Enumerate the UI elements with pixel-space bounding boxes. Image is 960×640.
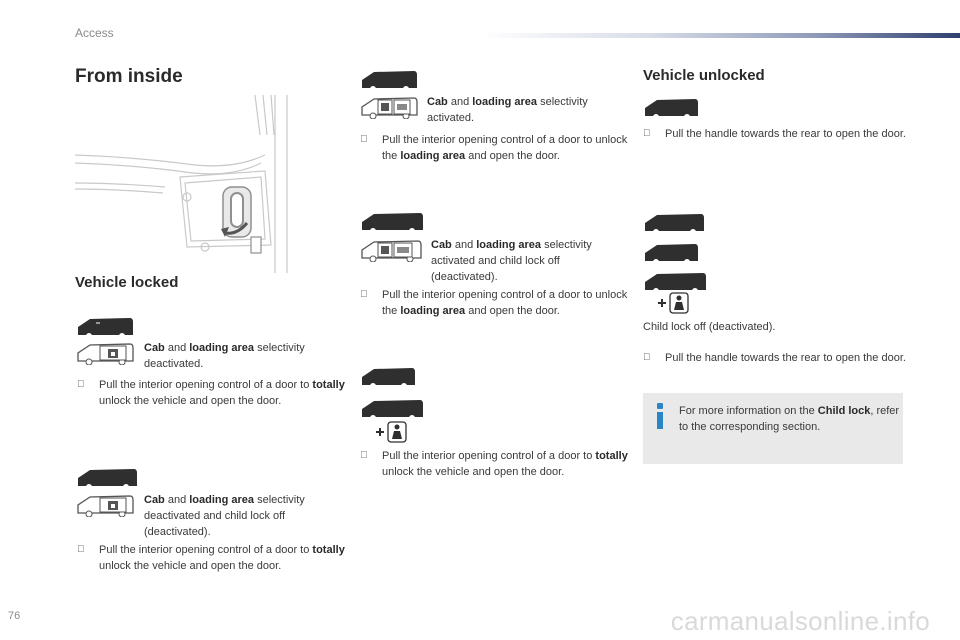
van-padlock-icon [76,341,134,365]
door-handle-illustration [75,95,300,273]
vehicle-locked-title: Vehicle locked [75,274,179,291]
van-padlock-icon [76,493,134,517]
header-gradient-bar [480,33,960,38]
van-icon [643,96,699,120]
child-lock-icon [657,292,689,314]
van-icon [360,210,424,234]
van-padlock-icon [360,238,422,262]
van-padlock-icon [360,95,418,119]
watermark: carmanualsonline.info [670,606,930,636]
middle-item-2: Cab and loading area selectivity activated and child lock off (deactivated). [431,239,592,283]
locked-bullet-2: Pull the interior opening control of a door to totally unlock the vehicle and open the door. [99,544,345,572]
middle-bullet-2: Pull the interior opening control of a door to unlock the loading area and open the door. [382,289,628,317]
van-icon [76,466,138,490]
van-icon [643,211,705,235]
vehicle-unlocked-title: Vehicle unlocked [643,67,765,84]
unlocked-bullet-1: Pull the handle towards the rear to open the door. [665,128,906,140]
locked-item-2: Cab and loading area selectivity deactivated and child lock off (deactivated). [144,494,305,538]
middle-bullet-1: Pull the interior opening control of a door to unlock the loading area and open the door. [382,134,628,162]
locked-item-1: Cab and loading area selectivity deactivated. [144,342,305,370]
middle-item-1: Cab and loading area selectivity activated. [427,96,588,124]
van-icon [360,365,416,389]
page-title: From inside [75,66,183,87]
unlocked-bullet-2: Pull the handle towards the rear to open the door. [665,352,906,364]
info-box [643,393,903,464]
page-number: 76 [8,610,21,622]
section-label: Access [75,26,114,40]
van-icon [643,270,707,294]
info-text: For more information on the Child lock, refer to the corresponding section. [679,405,900,433]
van-icon [643,241,699,265]
van-icon [76,315,134,339]
van-icon [360,68,418,92]
van-icon [360,397,424,421]
info-icon [655,403,665,429]
middle-bullet-3: Pull the interior opening control of a door to totally unlock the vehicle and open the door. [382,450,628,478]
child-lock-caption: Child lock off (deactivated). [643,321,776,333]
locked-bullet-1: Pull the interior opening control of a door to totally unlock the vehicle and open the door. [99,379,345,407]
child-lock-icon [375,421,407,443]
